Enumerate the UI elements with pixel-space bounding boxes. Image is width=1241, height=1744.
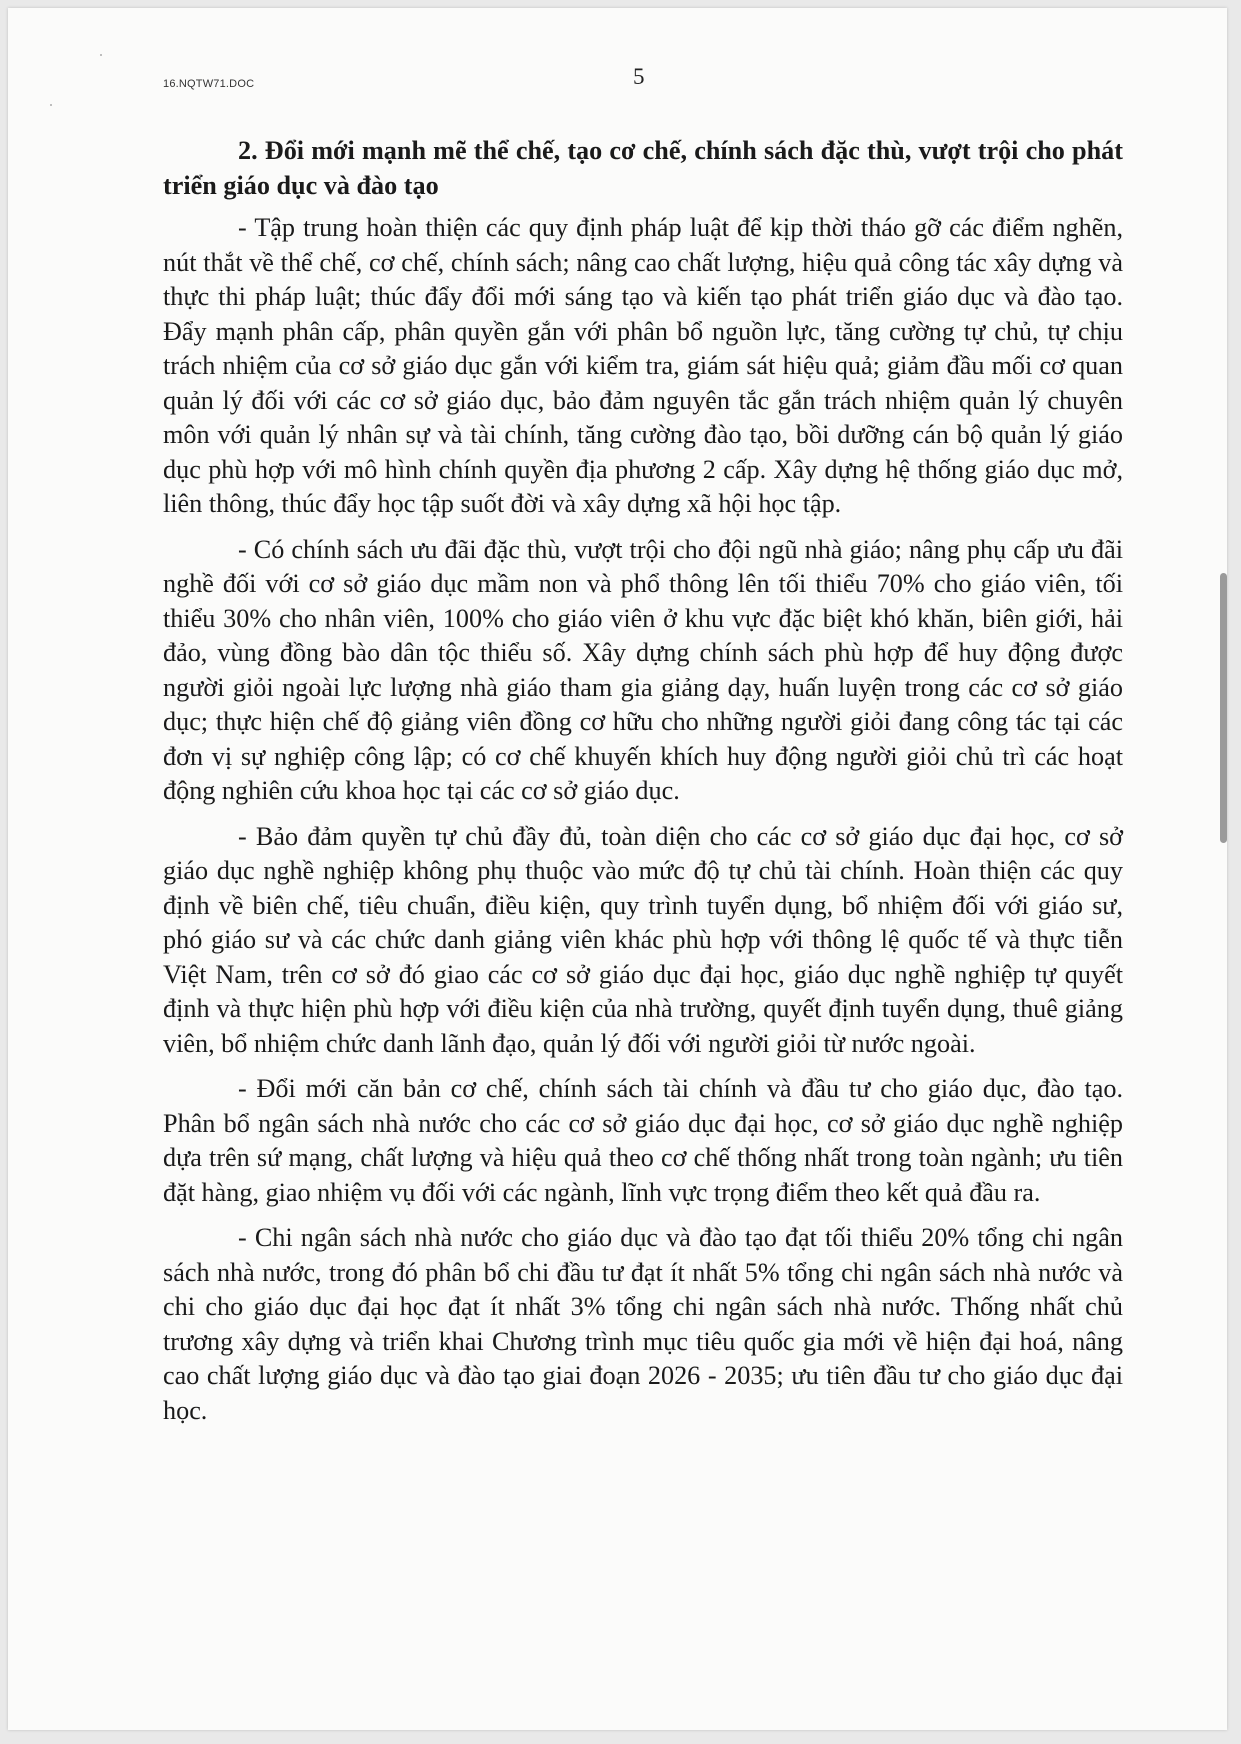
page-number: 5 xyxy=(633,64,645,89)
paragraph-5: - Chi ngân sách nhà nước cho giáo dục và đào tạo đạt tối thiểu 20% tổng chi ngân sách nhà nước, trong đó phân bổ chi đầu tư đạt ít nhất 5% tổng chi ngân sách nhà nước và chi cho giáo dục đại học đạt ít nhất 3% tổng chi ngân sách nhà nước. Thống nhất chủ trương xây dựng và triển khai Chương trình mục tiêu quốc gia mới về hiện đại hoá, nâng cao chất lượng giáo dục và đào tạo giai đoạn 2026 - 2035; ưu tiên đầu tư cho giáo dục đại học. xyxy=(163,1223,1123,1425)
document-body xyxy=(163,134,1123,1439)
document-page xyxy=(8,8,1227,1730)
paragraph-1: - Tập trung hoàn thiện các quy định pháp luật để kịp thời tháo gỡ các điểm nghẽn, nút thắt về thể chế, cơ chế, chính sách; nâng cao chất lượng, hiệu quả công tác xây dựng và thực thi pháp luật; thúc đẩy đổi mới sáng tạo và kiến tạo phát triển giáo dục và đào tạo. Đẩy mạnh phân cấp, phân quyền gắn với phân bổ nguồn lực, tăng cường tự chủ, tự chịu trách nhiệm của cơ sở giáo dục gắn với kiểm tra, giám sát hiệu quả; giảm đầu mối cơ quan quản lý đối với các cơ sở giáo dục, bảo đảm nguyên tắc gắn trách nhiệm quản lý chuyên môn với quản lý nhân sự và tài chính, tăng cường đào tạo, bồi dưỡng cán bộ quản lý giáo dục phù hợp với mô hình chính quyền địa phương 2 cấp. Xây dựng hệ thống giáo dục mở, liên thông, thúc đẩy học tập suốt đời và xây dựng xã hội học tập. xyxy=(163,213,1123,518)
paragraph-2: - Có chính sách ưu đãi đặc thù, vượt trội cho đội ngũ nhà giáo; nâng phụ cấp ưu đãi nghề đối với cơ sở giáo dục mầm non và phổ thông lên tối thiểu 70% cho giáo viên, tối thiểu 30% cho nhân viên, 100% cho giáo viên ở khu vực đặc biệt khó khăn, biên giới, hải đảo, vùng đồng bào dân tộc thiểu số. Xây dựng chính sách phù hợp để huy động được người giỏi ngoài lực lượng nhà giáo tham gia giảng dạy, huấn luyện trong các cơ sở giáo dục; thực hiện chế độ giảng viên đồng cơ hữu cho những người giỏi đang công tác tại các đơn vị sự nghiệp công lập; có cơ chế khuyến khích huy động người giỏi chủ trì các hoạt động nghiên cứu khoa học tại các cơ sở giáo dục. xyxy=(163,534,1123,805)
vertical-scrollbar[interactable] xyxy=(1220,573,1227,843)
scan-speck xyxy=(50,104,52,106)
paragraph-3: - Bảo đảm quyền tự chủ đầy đủ, toàn diện cho các cơ sở giáo dục đại học, cơ sở giáo dục nghề nghiệp không phụ thuộc vào mức độ tự chủ tài chính. Hoàn thiện các quy định về biên chế, tiêu chuẩn, điều kiện, quy trình tuyển dụng, bổ nhiệm đối với giáo sư, phó giáo sư và các chức danh giảng viên khác phù hợp với thông lệ quốc tế và thực tiễn Việt Nam, trên cơ sở đó giao các cơ sở giáo dục đại học, giáo dục nghề nghiệp tự quyết định và thực hiện phù hợp với điều kiện của nhà trường, quyết định tuyển dụng, thuê giảng viên, bổ nhiệm chức danh lãnh đạo, quản lý đối với người giỏi từ nước ngoài. xyxy=(163,821,1123,1058)
paragraph-4: - Đổi mới căn bản cơ chế, chính sách tài chính và đầu tư cho giáo dục, đào tạo. Phân bổ ngân sách nhà nước cho các cơ sở giáo dục đại học, cơ sở giáo dục nghề nghiệp dựa trên sứ mạng, chất lượng và hiệu quả theo cơ chế thống nhất trong toàn ngành; ưu tiên đặt hàng, giao nhiệm vụ đối với các ngành, lĩnh vực trọng điểm theo kết quả đầu ra. xyxy=(163,1074,1123,1207)
section-heading: 2. Đổi mới mạnh mẽ thể chế, tạo cơ chế, chính sách đặc thù, vượt trội cho phát triển giáo dục và đào tạo xyxy=(163,136,1123,200)
scan-speck xyxy=(100,54,102,56)
document-id: 16.NQTW71.DOC xyxy=(163,78,255,90)
